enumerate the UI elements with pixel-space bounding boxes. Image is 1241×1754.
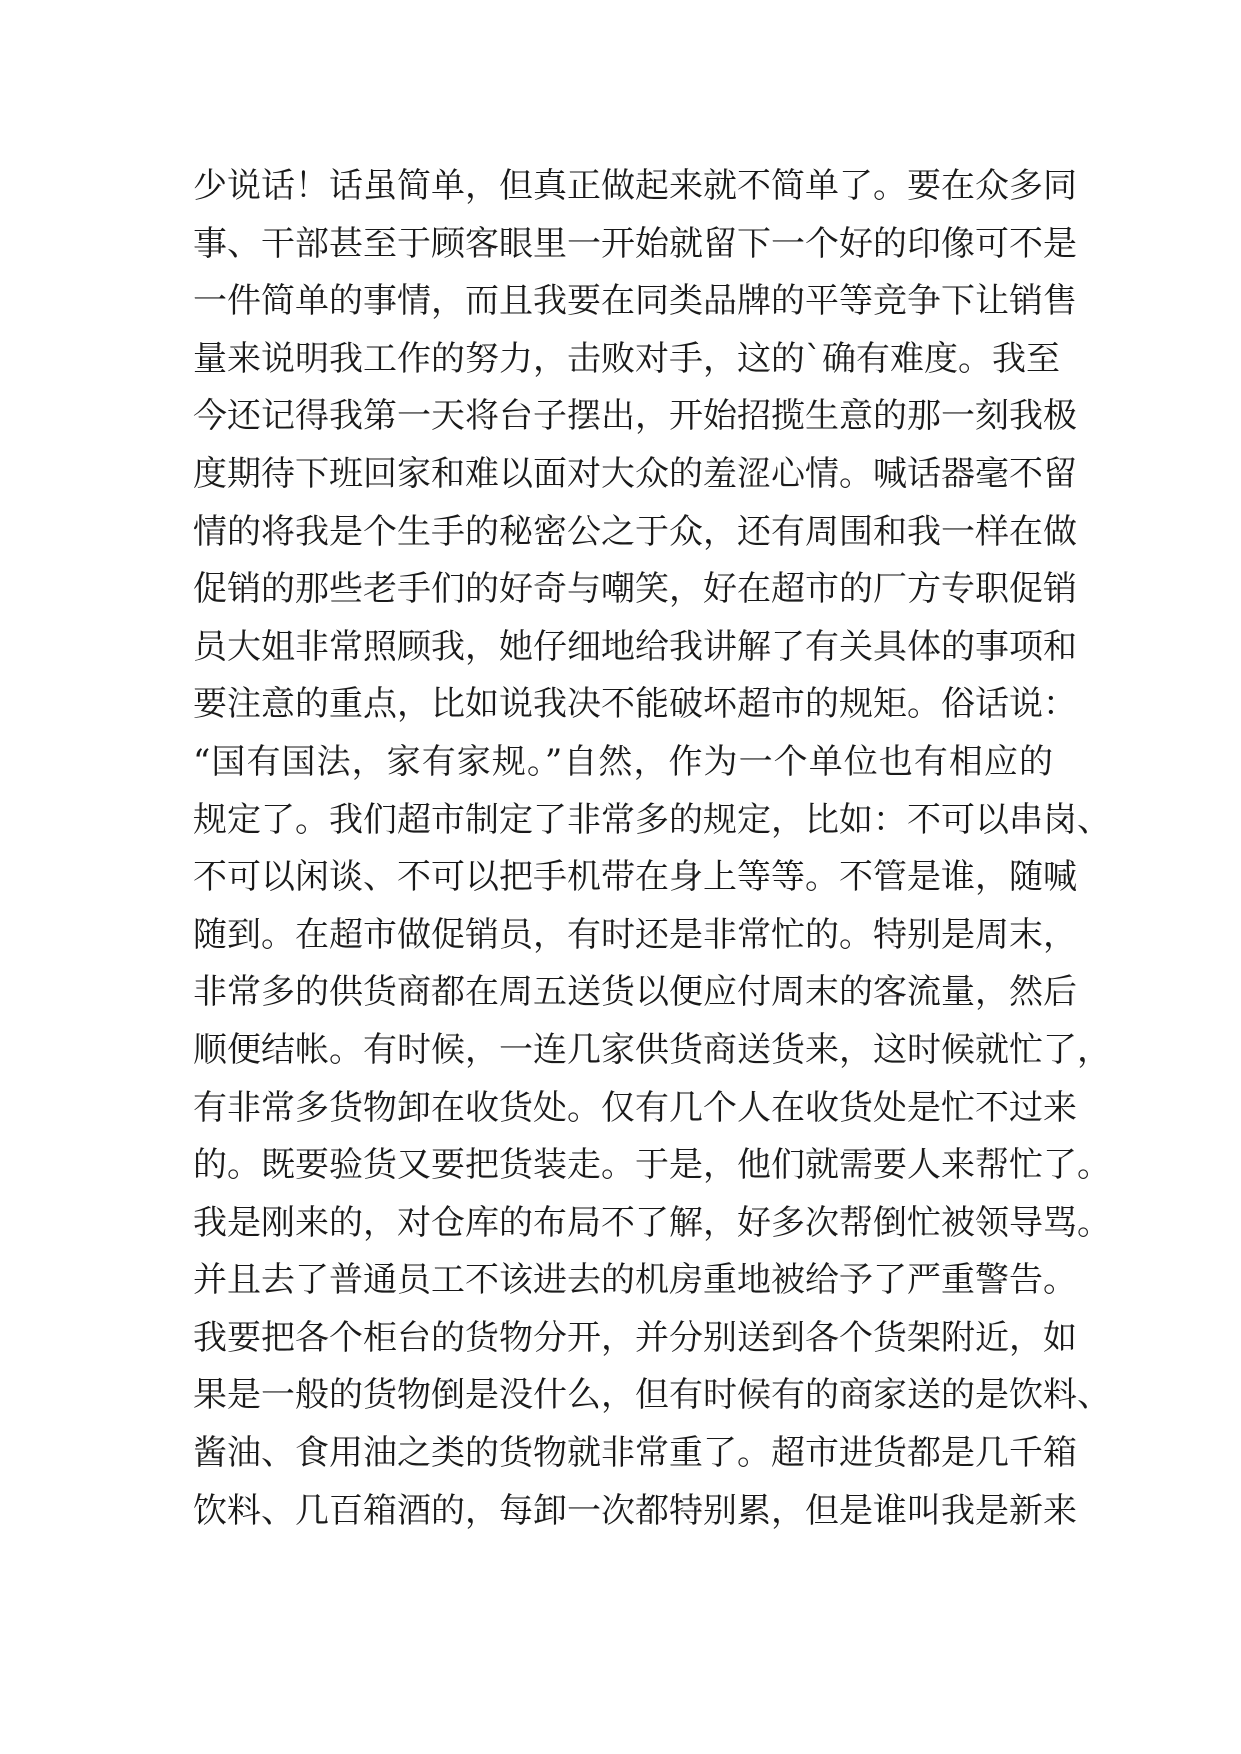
text-line: 规定了。我们超市制定了非常多的规定，比如：不可以串岗、 — [193, 799, 1111, 840]
text-line: 量来说明我工作的努力，击败对手，这的`确有难度。我至 — [193, 338, 1060, 379]
text-line: 员大姐非常照顾我，她仔细地给我讲解了有关具体的事项和 — [193, 626, 1077, 667]
text-line: 不可以闲谈、不可以把手机带在身上等等。不管是谁，随喊 — [193, 857, 1077, 898]
text-line: 要注意的重点，比如说我决不能破坏超市的规矩。俗话说： — [193, 684, 1077, 725]
text-line: 有非常多货物卸在收货处。仅有几个人在收货处是忙不过来 — [193, 1087, 1077, 1128]
text-line: 少说话！话虽简单，但真正做起来就不简单了。要在众多同 — [193, 166, 1077, 206]
text-line: 饮料、几百箱酒的，每卸一次都特别累，但是谁叫我是新来 — [193, 1490, 1077, 1531]
text-line: 一件简单的事情，而且我要在同类品牌的平等竞争下让销售 — [193, 281, 1077, 322]
text-line: 非常多的供货商都在周五送货以便应付周末的客流量，然后 — [193, 972, 1077, 1013]
text-line: 事、干部甚至于顾客眼里一开始就留下一个好的印像可不是 — [193, 223, 1077, 264]
text-line: 的。既要验货又要把货装走。于是，他们就需要人来帮忙了。 — [193, 1145, 1111, 1186]
text-line: “国有国法，家有家规。”自然，作为一个单位也有相应的 — [193, 741, 1053, 782]
text-line: 我是刚来的，对仓库的布局不了解，好多次帮倒忙被领导骂。 — [193, 1202, 1111, 1243]
body-text — [193, 158, 1111, 1540]
text-line: 我要把各个柜台的货物分开，并分别送到各个货架附近，如 — [193, 1317, 1077, 1358]
text-line: 顺便结帐。有时候，一连几家供货商送货来，这时候就忙了， — [193, 1029, 1111, 1070]
text-line: 并且去了普通员工不该进去的机房重地被给予了严重警告。 — [193, 1260, 1077, 1301]
text-line: 果是一般的货物倒是没什么，但有时候有的商家送的是饮料、 — [193, 1375, 1111, 1416]
text-line: 度期待下班回家和难以面对大众的羞涩心情。喊话器毫不留 — [193, 453, 1077, 494]
text-line: 今还记得我第一天将台子摆出，开始招揽生意的那一刻我极 — [193, 396, 1077, 437]
text-line: 酱油、食用油之类的货物就非常重了。超市进货都是几千箱 — [193, 1433, 1077, 1474]
text-line: 随到。在超市做促销员，有时还是非常忙的。特别是周末， — [193, 914, 1077, 955]
text-line: 促销的那些老手们的好奇与嘲笑，好在超市的厂方专职促销 — [193, 569, 1077, 610]
text-line: 情的将我是个生手的秘密公之于众，还有周围和我一样在做 — [193, 511, 1077, 552]
